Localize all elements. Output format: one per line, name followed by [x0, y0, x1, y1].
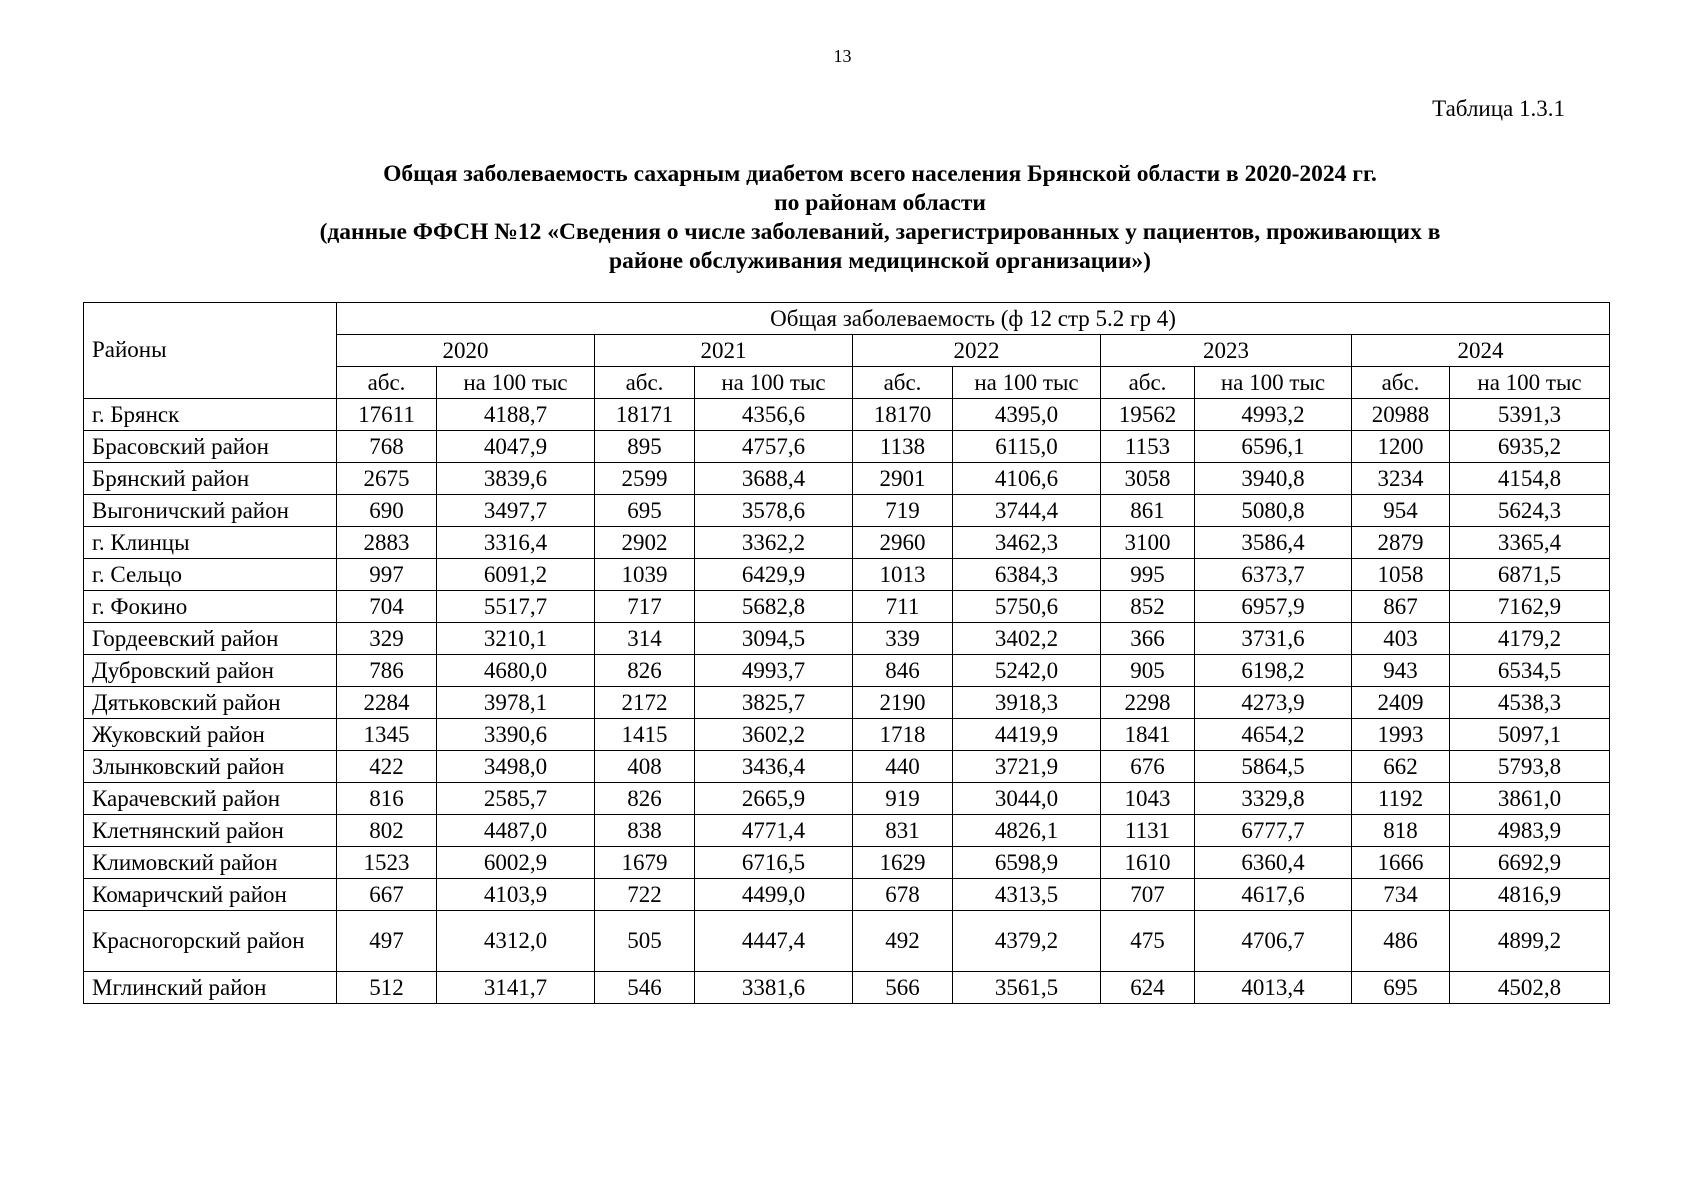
page-number: 13: [833, 46, 852, 66]
rate-value-cell: 4312,0: [437, 911, 595, 972]
abs-subheader: абс.: [853, 367, 953, 399]
abs-value-cell: 2190: [853, 687, 953, 719]
rate-value-cell: 3316,4: [437, 527, 595, 559]
table-row: [84, 879, 1610, 911]
district-name: Мглинский район: [84, 972, 337, 1004]
table-row: [84, 719, 1610, 751]
abs-value-cell: 512: [337, 972, 437, 1004]
table-row: [84, 655, 1610, 687]
title-line-4: районе обслуживания медицинской организации»): [609, 248, 1151, 274]
abs-value-cell: 1523: [337, 847, 437, 879]
abs-value-cell: 1718: [853, 719, 953, 751]
table-row: [84, 559, 1610, 591]
abs-value-cell: 1043: [1101, 783, 1195, 815]
abs-value-cell: 1679: [595, 847, 695, 879]
abs-value-cell: 662: [1352, 751, 1450, 783]
rate-value-cell: 3861,0: [1450, 783, 1610, 815]
rate-value-cell: 3839,6: [437, 463, 595, 495]
abs-value-cell: 18170: [853, 399, 953, 431]
abs-value-cell: 816: [337, 783, 437, 815]
rows-header-cell: [84, 303, 337, 399]
rate-value-cell: 4617,6: [1195, 879, 1352, 911]
rate-subheader: на 100 тыс: [953, 367, 1101, 399]
district-name: г. Брянск: [84, 399, 337, 431]
rate-value-cell: 3586,4: [1195, 527, 1352, 559]
rate-value-cell: 3602,2: [695, 719, 853, 751]
rate-value-cell: 3436,4: [695, 751, 853, 783]
rate-value-cell: 3578,6: [695, 495, 853, 527]
rate-value-cell: 5242,0: [953, 655, 1101, 687]
rate-value-cell: 3744,4: [953, 495, 1101, 527]
abs-subheader: абс.: [1352, 367, 1450, 399]
rate-value-cell: 3044,0: [953, 783, 1101, 815]
rate-value-cell: 4395,0: [953, 399, 1101, 431]
table-row: [84, 463, 1610, 495]
abs-value-cell: 676: [1101, 751, 1195, 783]
document-title: [130, 160, 1630, 276]
rate-value-cell: 6373,7: [1195, 559, 1352, 591]
table-row: [84, 399, 1610, 431]
district-name: Дятьковский район: [84, 687, 337, 719]
rate-value-cell: 3402,2: [953, 623, 1101, 655]
rate-value-cell: 6957,9: [1195, 591, 1352, 623]
rate-value-cell: 4706,7: [1195, 911, 1352, 972]
abs-value-cell: 1666: [1352, 847, 1450, 879]
rate-value-cell: 4447,4: [695, 911, 853, 972]
table-row: [84, 815, 1610, 847]
abs-value-cell: 1415: [595, 719, 695, 751]
rate-value-cell: 4983,9: [1450, 815, 1610, 847]
year-header: 2021: [595, 335, 853, 367]
rate-value-cell: 3390,6: [437, 719, 595, 751]
abs-value-cell: 2599: [595, 463, 695, 495]
table-row: [84, 783, 1610, 815]
rate-value-cell: 6935,2: [1450, 431, 1610, 463]
abs-value-cell: 1200: [1352, 431, 1450, 463]
abs-value-cell: 667: [337, 879, 437, 911]
rate-value-cell: 6596,1: [1195, 431, 1352, 463]
district-name: Дубровский район: [84, 655, 337, 687]
rate-value-cell: 4499,0: [695, 879, 853, 911]
abs-value-cell: 954: [1352, 495, 1450, 527]
abs-value-cell: 722: [595, 879, 695, 911]
district-name: г. Клинцы: [84, 527, 337, 559]
abs-value-cell: 3100: [1101, 527, 1195, 559]
rate-value-cell: 4313,5: [953, 879, 1101, 911]
rate-value-cell: 4013,4: [1195, 972, 1352, 1004]
rate-value-cell: 5793,8: [1450, 751, 1610, 783]
abs-subheader: абс.: [337, 367, 437, 399]
rate-value-cell: 3362,2: [695, 527, 853, 559]
rate-value-cell: 4154,8: [1450, 463, 1610, 495]
abs-value-cell: 314: [595, 623, 695, 655]
table-row: [84, 623, 1610, 655]
group-header: Общая заболеваемость (ф 12 стр 5.2 гр 4): [337, 303, 1610, 335]
rate-value-cell: 3141,7: [437, 972, 595, 1004]
rate-value-cell: 5682,8: [695, 591, 853, 623]
abs-value-cell: 867: [1352, 591, 1450, 623]
abs-value-cell: 768: [337, 431, 437, 463]
abs-value-cell: 339: [853, 623, 953, 655]
abs-value-cell: 20988: [1352, 399, 1450, 431]
rate-value-cell: 3497,7: [437, 495, 595, 527]
rate-value-cell: 3688,4: [695, 463, 853, 495]
abs-value-cell: 1841: [1101, 719, 1195, 751]
abs-value-cell: 704: [337, 591, 437, 623]
abs-value-cell: 1039: [595, 559, 695, 591]
abs-value-cell: 1610: [1101, 847, 1195, 879]
abs-value-cell: 566: [853, 972, 953, 1004]
rate-value-cell: 7162,9: [1450, 591, 1610, 623]
rate-value-cell: 6777,7: [1195, 815, 1352, 847]
district-name: Комаричский район: [84, 879, 337, 911]
abs-value-cell: 422: [337, 751, 437, 783]
year-header: 2022: [853, 335, 1101, 367]
rate-value-cell: 5097,1: [1450, 719, 1610, 751]
district-name: г. Фокино: [84, 591, 337, 623]
rate-value-cell: 4993,2: [1195, 399, 1352, 431]
abs-value-cell: 366: [1101, 623, 1195, 655]
rate-value-cell: 4680,0: [437, 655, 595, 687]
abs-value-cell: 1192: [1352, 783, 1450, 815]
abs-value-cell: 786: [337, 655, 437, 687]
district-name: Климовский район: [84, 847, 337, 879]
abs-value-cell: 3058: [1101, 463, 1195, 495]
abs-value-cell: 2284: [337, 687, 437, 719]
rate-value-cell: 6716,5: [695, 847, 853, 879]
title-line-2: по районам области: [774, 190, 986, 216]
abs-value-cell: 1345: [337, 719, 437, 751]
district-name: Красногорский район: [84, 911, 337, 972]
abs-value-cell: 329: [337, 623, 437, 655]
district-name: Брасовский район: [84, 431, 337, 463]
abs-value-cell: 408: [595, 751, 695, 783]
abs-value-cell: 2883: [337, 527, 437, 559]
abs-value-cell: 17611: [337, 399, 437, 431]
district-name: Клетнянский район: [84, 815, 337, 847]
district-name: г. Сельцо: [84, 559, 337, 591]
table-row: [84, 591, 1610, 623]
rate-value-cell: 5624,3: [1450, 495, 1610, 527]
abs-value-cell: 2901: [853, 463, 953, 495]
title-line-3: (данные ФФСН №12 «Сведения о числе заболеваний, зарегистрированных у пациентов, проживающих в: [319, 219, 1441, 245]
abs-value-cell: 1629: [853, 847, 953, 879]
table-row: [84, 751, 1610, 783]
abs-value-cell: 826: [595, 783, 695, 815]
abs-value-cell: 624: [1101, 972, 1195, 1004]
abs-value-cell: 1993: [1352, 719, 1450, 751]
rate-value-cell: 4654,2: [1195, 719, 1352, 751]
abs-value-cell: 475: [1101, 911, 1195, 972]
rate-value-cell: 5750,6: [953, 591, 1101, 623]
rate-value-cell: 6002,9: [437, 847, 595, 879]
abs-value-cell: 695: [1352, 972, 1450, 1004]
rate-value-cell: 3462,3: [953, 527, 1101, 559]
rate-value-cell: 3365,4: [1450, 527, 1610, 559]
district-name: Злынковский район: [84, 751, 337, 783]
table-row: [84, 911, 1610, 972]
rows-header: Районы: [92, 337, 167, 362]
abs-value-cell: 2675: [337, 463, 437, 495]
abs-value-cell: 2172: [595, 687, 695, 719]
abs-value-cell: 734: [1352, 879, 1450, 911]
year-header: 2023: [1101, 335, 1352, 367]
rate-value-cell: 4993,7: [695, 655, 853, 687]
abs-value-cell: 546: [595, 972, 695, 1004]
rate-value-cell: 2665,9: [695, 783, 853, 815]
rate-value-cell: 6429,9: [695, 559, 853, 591]
rate-value-cell: 4356,6: [695, 399, 853, 431]
rate-value-cell: 4047,9: [437, 431, 595, 463]
rate-value-cell: 6598,9: [953, 847, 1101, 879]
district-name: Брянский район: [84, 463, 337, 495]
abs-value-cell: 2879: [1352, 527, 1450, 559]
abs-value-cell: 719: [853, 495, 953, 527]
rate-value-cell: 3721,9: [953, 751, 1101, 783]
table-body: [84, 399, 1610, 1004]
year-header: 2024: [1352, 335, 1610, 367]
abs-value-cell: 1138: [853, 431, 953, 463]
abs-value-cell: 1131: [1101, 815, 1195, 847]
abs-value-cell: 2409: [1352, 687, 1450, 719]
rate-value-cell: 3978,1: [437, 687, 595, 719]
abs-value-cell: 905: [1101, 655, 1195, 687]
abs-value-cell: 1013: [853, 559, 953, 591]
rate-value-cell: 3561,5: [953, 972, 1101, 1004]
abs-value-cell: 497: [337, 911, 437, 972]
rate-value-cell: 4188,7: [437, 399, 595, 431]
rate-value-cell: 6360,4: [1195, 847, 1352, 879]
rate-value-cell: 4273,9: [1195, 687, 1352, 719]
abs-value-cell: 1058: [1352, 559, 1450, 591]
abs-value-cell: 3234: [1352, 463, 1450, 495]
rate-value-cell: 6692,9: [1450, 847, 1610, 879]
rate-value-cell: 4899,2: [1450, 911, 1610, 972]
rate-value-cell: 3329,8: [1195, 783, 1352, 815]
abs-value-cell: 486: [1352, 911, 1450, 972]
rate-value-cell: 4487,0: [437, 815, 595, 847]
table-row: [84, 495, 1610, 527]
rate-value-cell: 6198,2: [1195, 655, 1352, 687]
abs-value-cell: 943: [1352, 655, 1450, 687]
abs-value-cell: 678: [853, 879, 953, 911]
year-header: 2020: [337, 335, 595, 367]
rate-value-cell: 3094,5: [695, 623, 853, 655]
district-name: Гордеевский район: [84, 623, 337, 655]
abs-value-cell: 802: [337, 815, 437, 847]
rate-value-cell: 4179,2: [1450, 623, 1610, 655]
rate-value-cell: 3731,6: [1195, 623, 1352, 655]
rate-value-cell: 3498,0: [437, 751, 595, 783]
rate-value-cell: 4771,4: [695, 815, 853, 847]
abs-value-cell: 895: [595, 431, 695, 463]
abs-value-cell: 861: [1101, 495, 1195, 527]
rate-subheader: на 100 тыс: [1450, 367, 1610, 399]
rate-value-cell: 4502,8: [1450, 972, 1610, 1004]
abs-value-cell: 2960: [853, 527, 953, 559]
abs-value-cell: 707: [1101, 879, 1195, 911]
rate-value-cell: 3940,8: [1195, 463, 1352, 495]
rate-value-cell: 4538,3: [1450, 687, 1610, 719]
rate-value-cell: 4826,1: [953, 815, 1101, 847]
rate-value-cell: 5864,5: [1195, 751, 1352, 783]
abs-value-cell: 818: [1352, 815, 1450, 847]
abs-value-cell: 505: [595, 911, 695, 972]
table-label: Таблица 1.3.1: [1432, 96, 1565, 121]
abs-value-cell: 831: [853, 815, 953, 847]
morbidity-table: [83, 302, 1610, 1004]
abs-subheader: абс.: [595, 367, 695, 399]
rate-value-cell: 6534,5: [1450, 655, 1610, 687]
abs-value-cell: 995: [1101, 559, 1195, 591]
table-row: [84, 847, 1610, 879]
rate-value-cell: 2585,7: [437, 783, 595, 815]
rate-value-cell: 4757,6: [695, 431, 853, 463]
rate-value-cell: 4106,6: [953, 463, 1101, 495]
rate-value-cell: 6871,5: [1450, 559, 1610, 591]
rate-value-cell: 6384,3: [953, 559, 1101, 591]
abs-value-cell: 711: [853, 591, 953, 623]
table-row: [84, 687, 1610, 719]
rate-subheader: на 100 тыс: [1195, 367, 1352, 399]
abs-value-cell: 919: [853, 783, 953, 815]
rate-value-cell: 3918,3: [953, 687, 1101, 719]
abs-value-cell: 440: [853, 751, 953, 783]
rate-value-cell: 6115,0: [953, 431, 1101, 463]
rate-value-cell: 5080,8: [1195, 495, 1352, 527]
abs-value-cell: 695: [595, 495, 695, 527]
abs-value-cell: 717: [595, 591, 695, 623]
abs-value-cell: 997: [337, 559, 437, 591]
rate-value-cell: 4103,9: [437, 879, 595, 911]
district-name: Жуковский район: [84, 719, 337, 751]
table-row: [84, 431, 1610, 463]
abs-value-cell: 403: [1352, 623, 1450, 655]
abs-value-cell: 838: [595, 815, 695, 847]
abs-subheader: абс.: [1101, 367, 1195, 399]
district-name: Карачевский район: [84, 783, 337, 815]
rate-value-cell: 5517,7: [437, 591, 595, 623]
rate-value-cell: 5391,3: [1450, 399, 1610, 431]
abs-value-cell: 690: [337, 495, 437, 527]
rate-value-cell: 3825,7: [695, 687, 853, 719]
abs-value-cell: 2298: [1101, 687, 1195, 719]
rate-value-cell: 6091,2: [437, 559, 595, 591]
abs-value-cell: 1153: [1101, 431, 1195, 463]
abs-value-cell: 19562: [1101, 399, 1195, 431]
abs-value-cell: 852: [1101, 591, 1195, 623]
abs-value-cell: 826: [595, 655, 695, 687]
rate-value-cell: 3381,6: [695, 972, 853, 1004]
title-line-1: Общая заболеваемость сахарным диабетом всего населения Брянской области в 2020-2024 гг.: [383, 161, 1377, 187]
rate-value-cell: 4379,2: [953, 911, 1101, 972]
rate-subheader: на 100 тыс: [437, 367, 595, 399]
abs-value-cell: 18171: [595, 399, 695, 431]
rate-value-cell: 4419,9: [953, 719, 1101, 751]
rate-subheader: на 100 тыс: [695, 367, 853, 399]
rate-value-cell: 4816,9: [1450, 879, 1610, 911]
abs-value-cell: 2902: [595, 527, 695, 559]
rate-value-cell: 3210,1: [437, 623, 595, 655]
abs-value-cell: 846: [853, 655, 953, 687]
table-row: [84, 972, 1610, 1004]
abs-value-cell: 492: [853, 911, 953, 972]
table-row: [84, 527, 1610, 559]
header-row-group: [84, 303, 1610, 335]
district-name: Выгоничский район: [84, 495, 337, 527]
